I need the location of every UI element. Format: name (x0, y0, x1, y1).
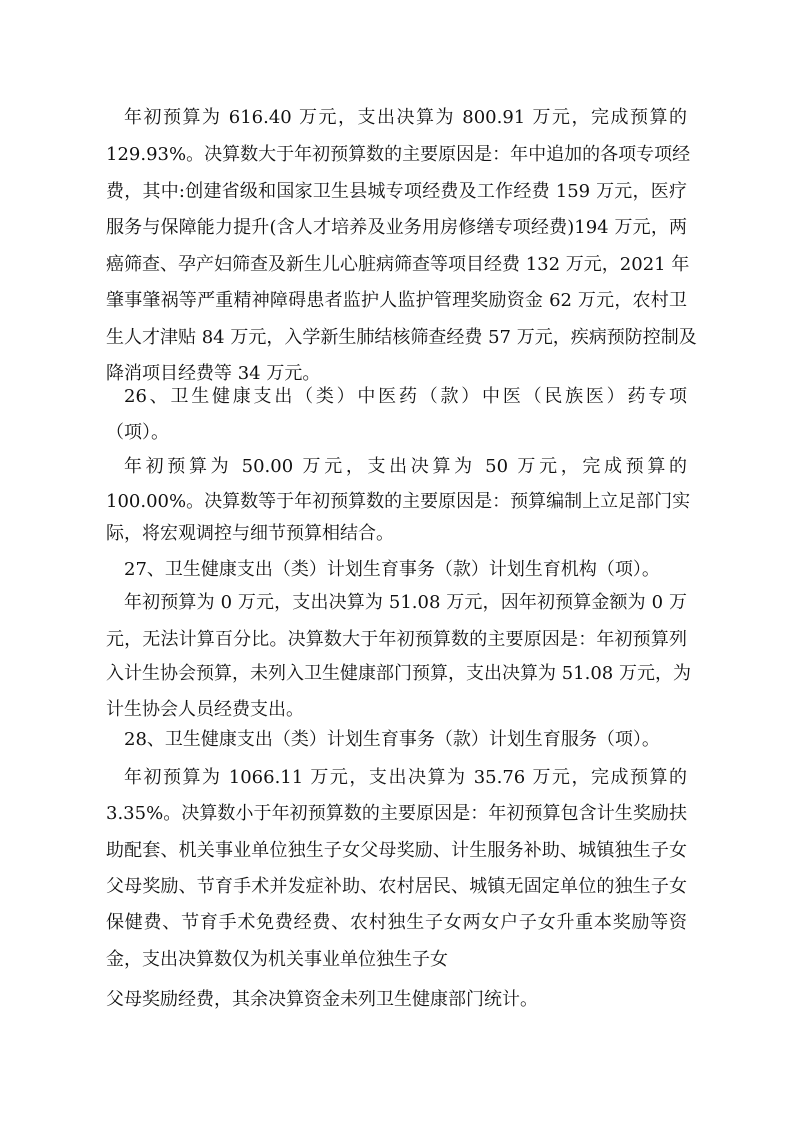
text-line: 肇事肇祸等严重精神障碍患者监护人监护管理奖励资金 62 万元，农村卫 (106, 290, 687, 311)
text-line: 年初预算为 50.00 万元，支出决算为 50 万元，完成预算的 (124, 456, 687, 477)
section-heading-28: 28、卫生健康支出（类）计划生育事务（款）计划生育服务（项）。 (124, 729, 660, 750)
text-line: 保健费、节育手术免费经费、农村独生子女两女户子女升重本奖励等资 (106, 912, 687, 933)
text-line: 父母奖励经费，其余决算资金未列卫生健康部门统计。 (106, 989, 538, 1010)
text-line: 父母奖励、节育手术并发症补助、农村居民、城镇无固定单位的独生子女 (106, 876, 687, 897)
text-line: 计生协会人员经费支出。 (106, 699, 304, 720)
text-line: 元，无法计算百分比。决算数大于年初预算数的主要原因是：年初预算列 (106, 629, 687, 650)
text-line: 年初预算为 0 万元，支出决算为 51.08 万元，因年初预算金额为 0 万 (124, 592, 687, 613)
text-line: 费，其中:创建省级和国家卫生县城专项经费及工作经费 159 万元，医疗 (106, 181, 687, 202)
text-line: 际，将宏观调控与细节预算相结合。 (106, 523, 394, 544)
text-line: 生人才津贴 84 万元，入学新生肺结核筛查经费 57 万元，疾病预防控制及 (106, 327, 697, 348)
text-line: 129.93%。决算数大于年初预算数的主要原因是：年中追加的各项专项经 (106, 144, 691, 165)
text-line: 年初预算为 616.40 万元，支出决算为 800.91 万元，完成预算的 (124, 107, 687, 128)
section-heading-26: 26、卫生健康支出（类）中医药（款）中医（民族医）药专项 (124, 386, 687, 407)
text-line: 3.35%。决算数小于年初预算数的主要原因是：年初预算包含计生奖励扶 (106, 803, 687, 824)
text-line: 入计生协会预算，未列入卫生健康部门预算，支出决算为 51.08 万元，为 (106, 663, 691, 684)
section-heading-26: （项）。 (106, 422, 169, 443)
text-line: 金，支出决算数仅为机关事业单位独生子女 (106, 949, 448, 970)
section-heading-27: 27、卫生健康支出（类）计划生育事务（款）计划生育机构（项）。 (124, 559, 660, 580)
text-line: 年初预算为 1066.11 万元，支出决算为 35.76 万元，完成预算的 (124, 767, 687, 788)
text-line: 服务与保障能力提升(含人才培养及业务用房修缮专项经费)194 万元，两 (106, 217, 687, 238)
text-line: 助配套、机关事业单位独生子女父母奖励、计生服务补助、城镇独生子女 (106, 840, 687, 861)
text-line: 降消项目经费等 34 万元。 (106, 363, 321, 384)
text-line: 癌筛查、孕产妇筛查及新生儿心脏病筛查等项目经费 132 万元，2021 年 (106, 254, 690, 275)
text-line: 100.00%。决算数等于年初预算数的主要原因是：预算编制上立足部门实 (106, 491, 691, 512)
